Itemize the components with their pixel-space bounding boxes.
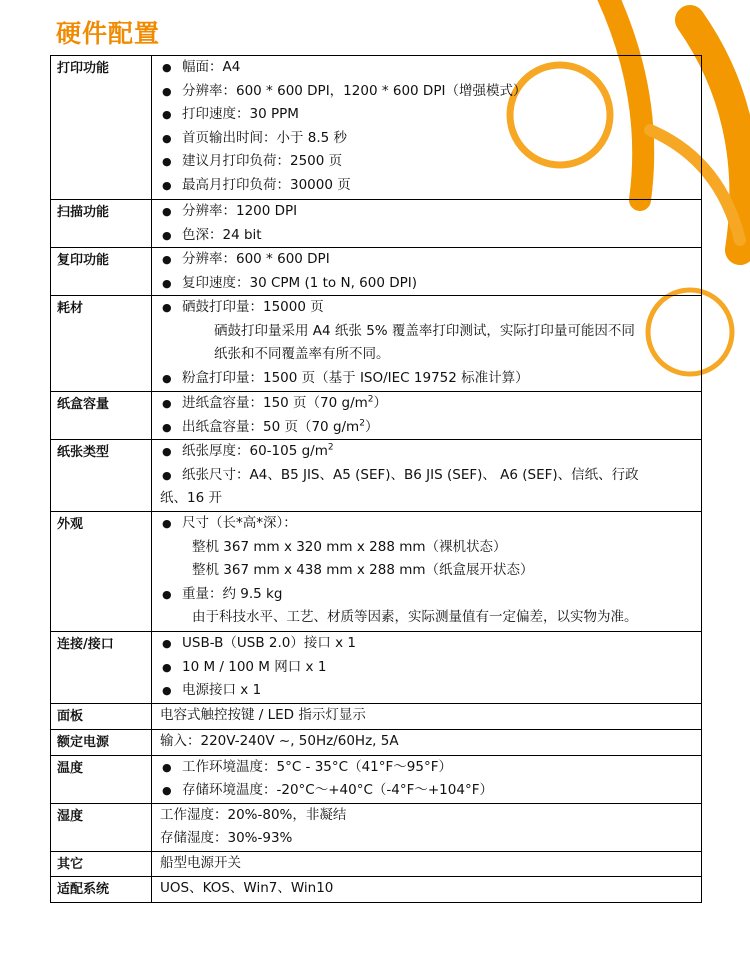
value-temperature bbox=[152, 755, 702, 803]
row-os bbox=[51, 877, 702, 903]
label-power: 额定电源 bbox=[51, 730, 152, 756]
list-item: ● 粉盒打印量：1500 页（基于 ISO/IEC 19752 标准计算） bbox=[162, 369, 529, 386]
label-copy: 复印功能 bbox=[51, 248, 152, 296]
label-other: 其它 bbox=[51, 851, 152, 877]
label-os: 适配系统 bbox=[51, 877, 152, 903]
list-item: ● 硒鼓打印量：15000 页 bbox=[162, 299, 324, 315]
list-item: ● 存储环境温度：-20°C～+40°C（-4°F～+104°F） bbox=[162, 782, 493, 798]
list-item: ● 分辨率：1200 DPI bbox=[162, 203, 298, 219]
row-appearance bbox=[51, 512, 702, 632]
list-item: ● 建议月打印负荷：2500 页 bbox=[162, 153, 343, 169]
row-consumables bbox=[51, 296, 702, 392]
list-item: ● 复印速度：30 CPM (1 to N, 600 DPI) bbox=[162, 274, 417, 291]
value-other: 船型电源开关 bbox=[152, 851, 702, 877]
dimension-line: 整机 367 mm x 438 mm x 288 mm（纸盒展开状态） bbox=[192, 562, 534, 578]
label-ports: 连接/接口 bbox=[51, 632, 152, 704]
value-tray bbox=[152, 392, 702, 440]
list-item: ● 分辨率：600 * 600 DPI bbox=[162, 251, 330, 267]
value-copy bbox=[152, 248, 702, 296]
page-title: 硬件配置 bbox=[56, 19, 161, 48]
row-paper bbox=[51, 440, 702, 512]
list-item: ● 工作环境温度：5°C - 35°C（41°F～95°F） bbox=[162, 758, 452, 775]
weight-note: 由于科技水平、工艺、材质等因素，实际测量值有一定偏差，以实物为准。 bbox=[192, 609, 638, 625]
label-paper: 纸张类型 bbox=[51, 440, 152, 512]
drum-note: 纸张和不同覆盖率有所不同。 bbox=[214, 346, 390, 362]
row-copy bbox=[51, 248, 702, 296]
humidity-storage: 存储湿度：30%-93% bbox=[160, 830, 293, 846]
row-power bbox=[51, 730, 702, 756]
value-scan bbox=[152, 200, 702, 248]
list-item: ● 出纸盒容量：50 页（70 $g/m^2$） bbox=[162, 418, 379, 435]
value-panel: 电容式触控按键 / LED 指示灯显示 bbox=[152, 704, 702, 730]
list-item: ● 纸张厚度：60-105 $g/m^2$ bbox=[162, 442, 334, 459]
value-ports bbox=[152, 632, 702, 704]
list-item: ● 10 M / 100 M 网口 x 1 bbox=[162, 658, 327, 675]
row-humidity bbox=[51, 803, 702, 851]
value-print bbox=[152, 56, 702, 200]
label-panel: 面板 bbox=[51, 704, 152, 730]
value-paper bbox=[152, 440, 702, 512]
list-item: ● 幅面：A4 bbox=[162, 59, 241, 75]
list-item: ● 重量：约 9.5 kg bbox=[162, 585, 283, 602]
value-humidity bbox=[152, 803, 702, 851]
list-item: ● 纸张尺寸：A4、B5 JIS、A5 (SEF)、B6 JIS (SEF)、 A6 (SEF)、信纸、行政 bbox=[162, 466, 639, 483]
label-print: 打印功能 bbox=[51, 56, 152, 200]
paper-size-continued: 纸、16 开 bbox=[160, 490, 222, 506]
label-tray: 纸盒容量 bbox=[51, 392, 152, 440]
label-temperature: 温度 bbox=[51, 755, 152, 803]
value-consumables bbox=[152, 296, 702, 392]
list-item: ● 尺寸（长*高*深）： bbox=[162, 515, 297, 531]
row-scan bbox=[51, 200, 702, 248]
list-item: ● 电源接口 x 1 bbox=[162, 682, 262, 698]
value-power: 输入：220V-240V ~, 50Hz/60Hz, 5A bbox=[152, 730, 702, 756]
dimension-line: 整机 367 mm x 320 mm x 288 mm（裸机状态） bbox=[192, 538, 507, 555]
label-appearance: 外观 bbox=[51, 512, 152, 632]
list-item: ● 打印速度：30 PPM bbox=[162, 106, 299, 122]
row-ports bbox=[51, 632, 702, 704]
label-scan: 扫描功能 bbox=[51, 200, 152, 248]
list-item: ● 首页输出时间：小于 8.5 秒 bbox=[162, 129, 348, 146]
row-print bbox=[51, 56, 702, 200]
row-panel bbox=[51, 704, 702, 730]
list-item: ● USB-B（USB 2.0）接口 x 1 bbox=[162, 635, 356, 651]
row-temperature bbox=[51, 755, 702, 803]
list-item: ● 进纸盒容量：150 页（70 $g/m^2$） bbox=[162, 394, 388, 411]
spec-table bbox=[50, 55, 702, 903]
value-os: UOS、KOS、Win7、Win10 bbox=[152, 877, 702, 903]
row-tray bbox=[51, 392, 702, 440]
humidity-work: 工作湿度：20%-80%，非凝结 bbox=[160, 806, 347, 823]
label-consumables: 耗材 bbox=[51, 296, 152, 392]
label-humidity: 湿度 bbox=[51, 803, 152, 851]
list-item: ● 分辨率：600 * 600 DPI，1200 * 600 DPI（增强模式） bbox=[162, 82, 527, 99]
list-item: ● 最高月打印负荷：30000 页 bbox=[162, 176, 351, 193]
list-item: ● 色深：24 bit bbox=[162, 226, 262, 243]
row-other bbox=[51, 851, 702, 877]
drum-note: 硒鼓打印量采用 A4 纸张 5% 覆盖率打印测试，实际打印量可能因不同 bbox=[214, 322, 635, 339]
value-appearance bbox=[152, 512, 702, 632]
